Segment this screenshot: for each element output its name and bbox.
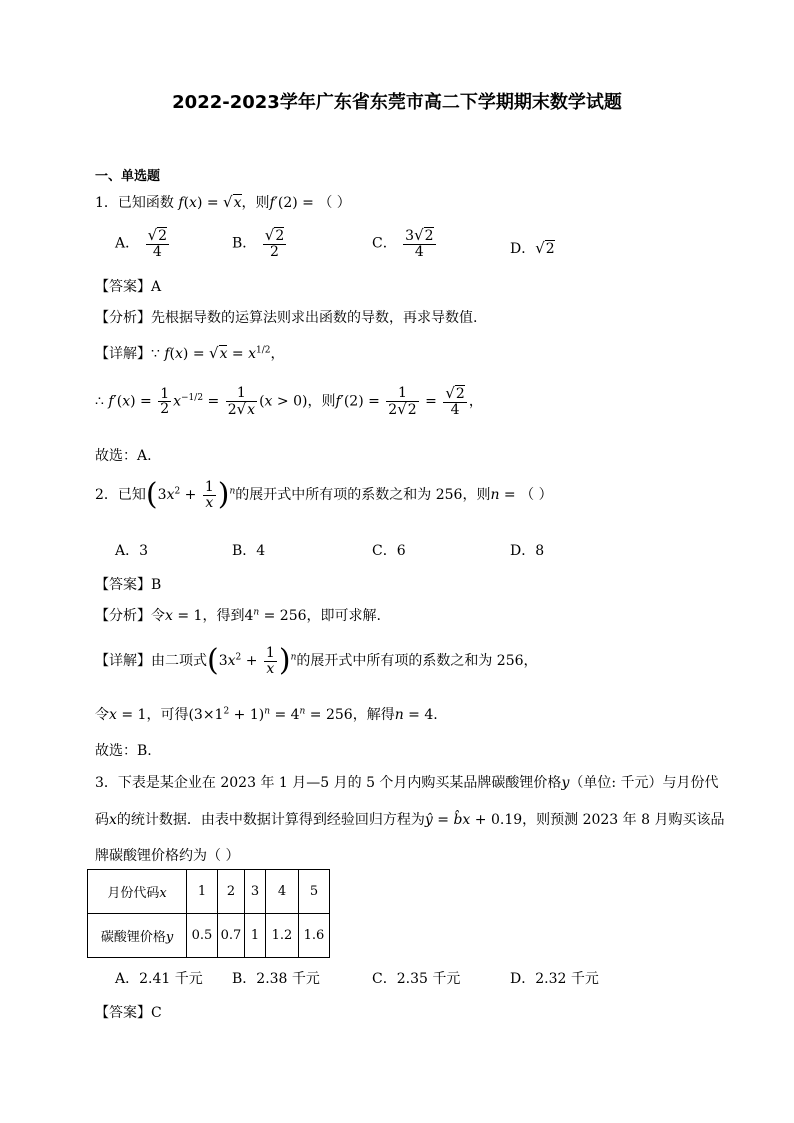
section-heading: 一、单选题 xyxy=(95,169,161,184)
q2-option-c: C．6 xyxy=(372,543,406,559)
table-cell: 1.6 xyxy=(299,914,330,958)
question-2-stem: 2．已知($3x^2$ + $\frac{1}{x}$ )$^n$的展开式中所有项的系数之和为 256，则n = （ ） xyxy=(95,477,553,513)
question-3-line1: 3．下表是某企业在 2023 年 1 月—5 月的 5 个月内购买某品牌碳酸锂价格y（单位: 千元）与月份代 xyxy=(95,775,719,791)
q1-detail-line2: ∴ f′(x) = $\frac{1}{2}$ $x^{-1/2}$ = $\frac{1}{2√x}$ (x > 0)，则f′(2) = $\frac{1}{2√2}$ = $\frac{√2}{4}$ ， xyxy=(95,384,483,418)
table-row xyxy=(88,870,330,914)
q2-choose: 故选：B. xyxy=(95,743,152,759)
table-row xyxy=(88,914,330,958)
question-3-line2: 码x的统计数据．由表中数据计算得到经验回归方程为ŷ = b̂x + 0.19，则预测 2023 年 8 月购买该品 xyxy=(95,812,725,828)
row-header-month: 月份代码x xyxy=(88,870,187,914)
table-cell: 4 xyxy=(266,870,299,914)
q1-option-b: B． $\frac{√2}{2}$ xyxy=(232,226,285,260)
table-cell: 3 xyxy=(245,870,266,914)
q2-detail-line2: 令x = 1，可得$(3\times 1^2 + 1)^n = 4^n = 256$，解得n = 4. xyxy=(95,706,438,723)
data-table xyxy=(87,869,330,958)
q3-option-d: D．2.32 千元 xyxy=(510,971,599,987)
q1-option-a: A． $\frac{√2}{4}$ xyxy=(115,226,168,260)
table-cell: 0.7 xyxy=(218,914,245,958)
q2-answer: 【答案】B xyxy=(95,577,162,593)
q1-option-c: C． $\frac{3√2}{4}$ xyxy=(372,226,434,260)
q1-choose: 故选：A. xyxy=(95,448,152,464)
question-1-stem: 1．已知函数 f(x) = √x，则f′(2) = （ ） xyxy=(95,193,351,211)
q2-option-d: D．8 xyxy=(510,543,545,559)
page-title: 2022-2023学年广东省东莞市高二下学期期末数学试题 xyxy=(172,92,622,113)
table-cell: 1 xyxy=(187,870,218,914)
q2-detail-line1: 【详解】由二项式($3x^2$ + $\frac{1}{x}$ )$^n$的展开式中所有项的系数之和为 256， xyxy=(95,643,538,679)
q3-answer: 【答案】C xyxy=(95,1005,162,1021)
q2-option-a: A．3 xyxy=(115,543,149,559)
q2-analysis: 【分析】令x = 1，得到$4^n = 256$，即可求解. xyxy=(95,607,381,624)
table-cell: 0.5 xyxy=(187,914,218,958)
table-cell: 1 xyxy=(245,914,266,958)
q1-option-d: D．√2 xyxy=(510,239,555,257)
q3-option-a: A．2.41 千元 xyxy=(115,971,203,987)
q1-analysis: 【分析】先根据导数的运算法则求出函数的导数，再求导数值. xyxy=(95,310,478,326)
q1-answer: 【答案】A xyxy=(95,279,162,295)
q3-option-c: C．2.35 千元 xyxy=(372,971,461,987)
table-cell: 2 xyxy=(218,870,245,914)
row-header-price: 碳酸锂价格y xyxy=(88,914,187,958)
q2-option-b: B．4 xyxy=(232,543,266,559)
q3-option-b: B．2.38 千元 xyxy=(232,971,320,987)
question-3-line3: 牌碳酸锂价格约为（ ） xyxy=(95,848,240,864)
table-cell: 5 xyxy=(299,870,330,914)
table-cell: 1.2 xyxy=(266,914,299,958)
q1-detail-line1: 【详解】∵ $f(x) = √x = x^{1/2}$， xyxy=(95,344,285,362)
